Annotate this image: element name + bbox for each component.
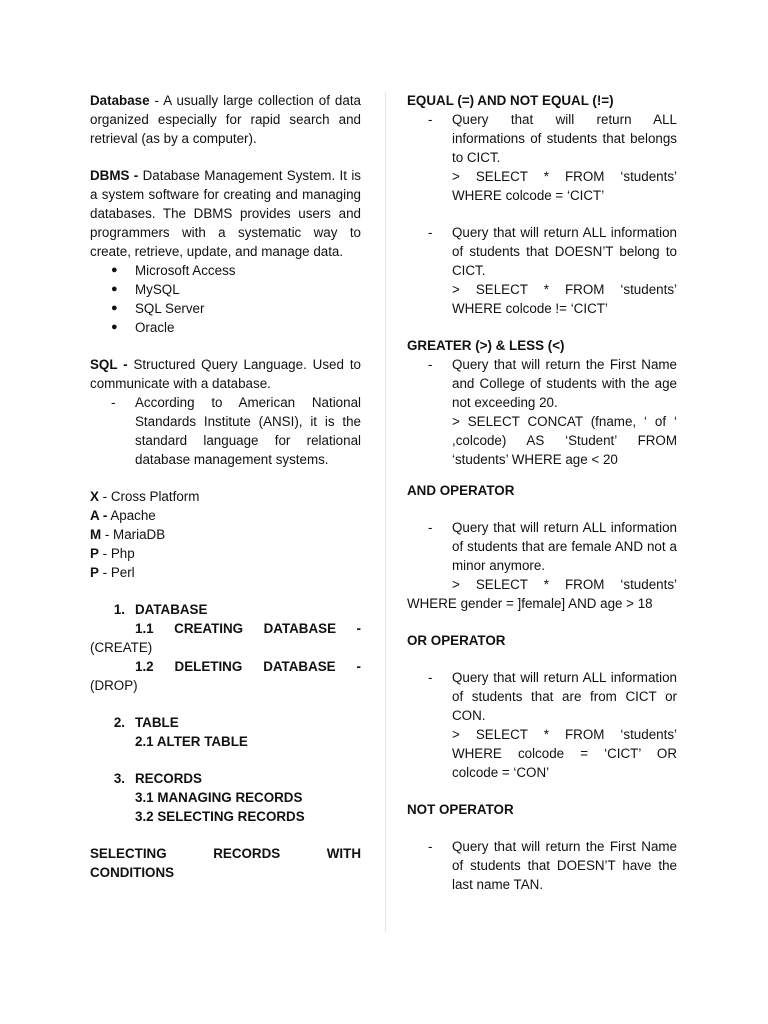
list-item <box>90 261 361 280</box>
dbms-term: DBMS - <box>90 168 139 183</box>
selecting-heading-cont: CONDITIONS <box>90 865 175 880</box>
dbms-definition <box>90 166 361 261</box>
sql-term: SQL - <box>90 357 128 372</box>
sql-definition <box>90 355 361 393</box>
outline-sub-selecting: 3.2 SELECTING RECORDS <box>135 809 305 824</box>
list-item <box>90 299 361 318</box>
query-description: Query that will return ALL information of students that are from CICT or CON. <box>452 670 677 723</box>
outline-item-records <box>90 769 361 788</box>
outline-title: TABLE <box>135 715 179 730</box>
list-item-text: SQL Server <box>135 301 205 316</box>
list-item-text: MySQL <box>135 282 180 297</box>
xampp-letter: P <box>90 565 99 580</box>
xampp-letter: M <box>90 527 102 542</box>
right-column <box>407 91 677 894</box>
xampp-letter: X <box>90 489 99 504</box>
xampp-list <box>90 487 361 582</box>
list-item <box>90 318 361 337</box>
dash-icon: - <box>428 225 433 240</box>
list-item <box>407 668 677 782</box>
dbms-def: Database Management System. It is a system software for creating and managing databases. The DBMS provides users and programmers with a systematic way to create, retrieve, update, and manage data. <box>90 168 361 259</box>
outline-item-database <box>90 600 361 619</box>
sql-note-text: According to American National Standards Institute (ANSI), it is the standard language for relational database management systems. <box>135 395 361 467</box>
outline-item-table <box>90 713 361 732</box>
list-item <box>407 223 677 318</box>
bullet-icon: ● <box>111 321 118 333</box>
xampp-letter: A - <box>90 508 108 523</box>
query-sql: > SELECT * FROM ‘students’ <box>452 577 677 592</box>
query-sql-cont: WHERE gender = ]female] AND age > 18 <box>407 596 653 611</box>
list-item <box>90 506 361 525</box>
outline-title: RECORDS <box>135 771 202 786</box>
query-block <box>452 668 677 782</box>
bullet-icon: ● <box>111 264 118 276</box>
left-column <box>90 91 361 882</box>
list-item <box>90 525 361 544</box>
query-sql: > SELECT * FROM ‘students’ WHERE colcode != ‘CICT’ <box>452 282 677 316</box>
dbms-list <box>90 261 361 337</box>
sql-note <box>90 393 361 469</box>
outline-sub-alter: 2.1 ALTER TABLE <box>135 734 248 749</box>
column-divider <box>385 92 386 932</box>
list-item <box>407 518 677 594</box>
query-description: Query that will return the First Name of students that DOESN’T have the last name TAN. <box>452 839 677 892</box>
section-heading-greater-less: GREATER (>) & LESS (<) <box>407 338 565 353</box>
query-block <box>452 110 677 205</box>
bullet-icon: ● <box>111 283 118 295</box>
section-heading-equal: EQUAL (=) AND NOT EQUAL (!=) <box>407 93 614 108</box>
outline-sub-deleting-cont: (DROP) <box>90 678 138 693</box>
sql-def: Structured Query Language. Used to communicate with a database. <box>90 357 361 391</box>
query-description: Query that will return ALL information of students that DOESN’T belong to CICT. <box>452 225 677 278</box>
xampp-meaning: - Perl <box>98 565 135 580</box>
section-heading-not: NOT OPERATOR <box>407 802 514 817</box>
dash-icon: - <box>428 670 433 685</box>
query-block <box>452 518 677 594</box>
outline-number: 2. <box>113 715 125 730</box>
query-description: Query that will return the First Name and College of students with the age not exceeding 20. <box>452 357 677 410</box>
outline-sub-creating-cont: (CREATE) <box>90 640 153 655</box>
outline-number: 3. <box>113 771 125 786</box>
dash-icon: - <box>428 839 433 854</box>
query-sql: > SELECT CONCAT (fname, ‘ of ‘ ,colcode) AS ‘Student’ FROM ‘students’ WHERE age < 20 <box>452 414 677 467</box>
dash-icon: - <box>428 520 433 535</box>
outline-sub-creating: 1.1 CREATING DATABASE - <box>135 621 361 636</box>
xampp-meaning: Apache <box>107 508 156 523</box>
dash-icon: - <box>428 357 433 372</box>
query-sql: > SELECT * FROM ‘students’ WHERE colcode = ‘CICT’ OR colcode = ‘CON’ <box>452 727 677 780</box>
list-item <box>90 563 361 582</box>
list-item-text: Oracle <box>135 320 175 335</box>
xampp-meaning: - Php <box>98 546 135 561</box>
query-description: Query that will return ALL information of students that are female AND not a minor anymore. <box>452 520 677 573</box>
section-heading-and: AND OPERATOR <box>407 483 515 498</box>
dash-icon: - <box>111 395 116 410</box>
xampp-letter: P <box>90 546 99 561</box>
query-sql: > SELECT * FROM ‘students’ WHERE colcode = ‘CICT’ <box>452 169 677 203</box>
database-definition <box>90 91 361 148</box>
section-heading-or: OR OPERATOR <box>407 633 506 648</box>
dash-icon: - <box>428 112 433 127</box>
list-item <box>407 355 677 469</box>
outline-number: 1. <box>113 602 125 617</box>
xampp-meaning: - MariaDB <box>101 527 166 542</box>
list-item <box>90 544 361 563</box>
list-item <box>90 487 361 506</box>
query-description: Query that will return ALL informations of students that belongs to CICT. <box>452 112 677 165</box>
outline-title: DATABASE <box>135 602 208 617</box>
xampp-meaning: - Cross Platform <box>98 489 200 504</box>
query-block <box>452 355 677 469</box>
selecting-heading: SELECTING RECORDS WITH <box>90 846 361 861</box>
list-item <box>407 837 677 894</box>
outline <box>90 600 361 826</box>
query-block <box>452 223 677 318</box>
list-item <box>407 110 677 205</box>
database-def: - A usually large collection of data organized especially for rapid search and retrieval (as by a computer). <box>90 93 361 146</box>
outline-sub-managing: 3.1 MANAGING RECORDS <box>135 790 303 805</box>
database-term: Database <box>90 93 150 108</box>
bullet-icon: ● <box>111 302 118 314</box>
list-item <box>90 280 361 299</box>
list-item-text: Microsoft Access <box>135 263 236 278</box>
outline-sub-deleting: 1.2 DELETING DATABASE - <box>135 659 361 674</box>
